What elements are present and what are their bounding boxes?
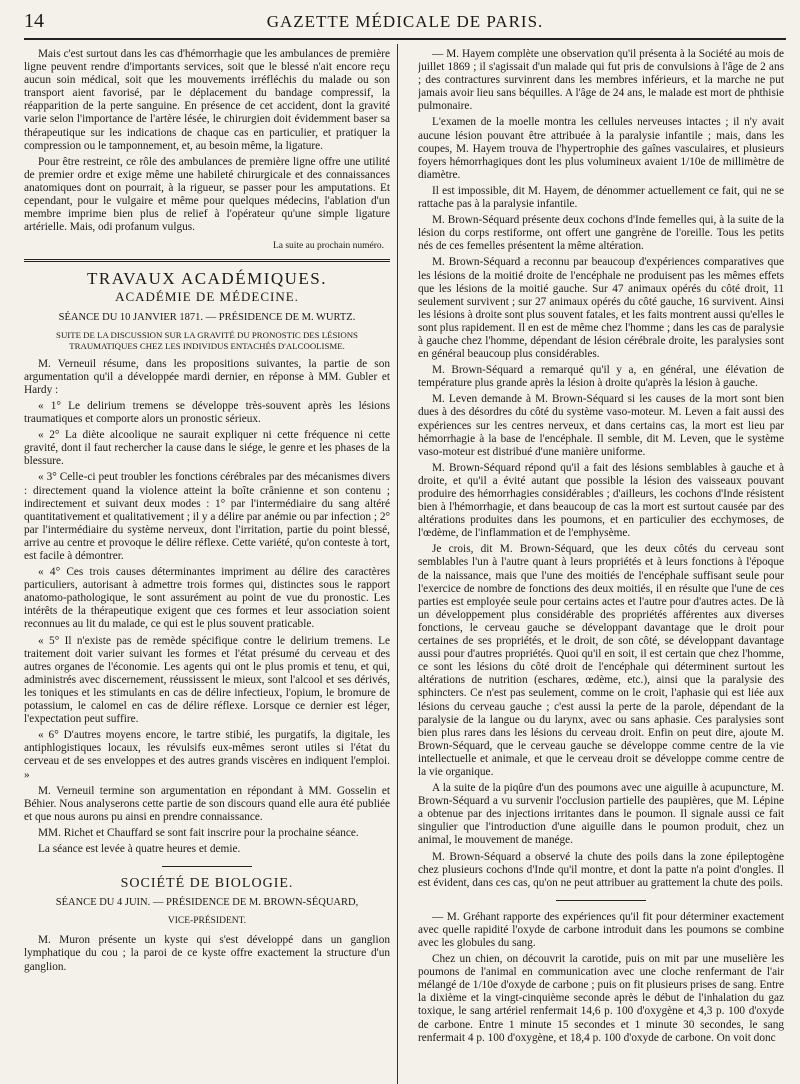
- session-heading: SÉANCE DU 10 JANVIER 1871. — PRÉSIDENCE DE M. WURTZ.: [58, 311, 356, 323]
- paragraph: Il est impossible, dit M. Hayem, de dénommer actuellement ce fait, qui ne se rattache pas à la paralysie infantile.: [418, 184, 784, 211]
- paragraph: « 2° La diète alcoolique ne saurait expliquer ni cette fréquence ni cette gravité, dont il faut rechercher la cause dans le siége, le genre et les phases de la blessure.: [24, 429, 390, 468]
- divider: [162, 866, 252, 867]
- left-column: [24, 48, 390, 1045]
- continued-note: La suite au prochain numéro.: [272, 241, 384, 252]
- society-heading: SOCIÉTÉ DE BIOLOGIE.: [120, 876, 294, 892]
- page-header: [24, 10, 786, 40]
- paragraph: Je crois, dit M. Brown-Séquard, que les deux côtés du cerveau sont semblables l'un à l'autre quant à leurs propriétés et à leurs fonctions à l'époque de la naissance, mais que l'une des moitiés de l'encéphale suffisant seule pour l'exercice de nombre de fonctions des deux moitiés, il en résulte que l'une de ces parties est employée seule pour certains actes et l'autre pour d'autres actes. De là un développement plus considérable des propriétés afférentes aux diverses fonctions, le cerveau gauche se développant davantage que le droit pour certaines de ses propriétés, et le droit, de son côté, se développant davantage aussi pour d'autres propriétés. Quoi qu'il en soit, il est certain que chez l'homme, ce sont les lésions du côté droit de l'encéphale qui déterminent surtout les altérations de nutrition (eschares, œdème, etc.), ainsi que la paralysie des sphincters. Ce n'est pas seulement, comme on le croit, l'aphasie qui est liée aux lésions du cerveau gauche ; c'est aussi la perte de la parole, dépendant de la paralysie de la langue ou du larynx, avec ou sans aphasie. Ces paralysies sont bien plus rares dans les lésions du cerveau droit. Enfin on peut dire, ajoute M. Brown-Séquard, que le cerveau gauche se développe comme centre de la vie intellectuelle et animale, et que le cerveau droit se développe comme centre de la vie organique.: [418, 543, 784, 778]
- paragraph: — M. Hayem complète une observation qu'il présenta à la Société au mois de juillet 1869 ; il s'agissait d'un malade qui fut pris de convulsions à l'âge de 2 ans ; des contractures survinrent dans les membres inférieurs, et la marche ne put jamais avoir lieu sans béquilles. A l'âge de 24 ans, le malade est mort de phthisie pulmonaire.: [418, 48, 784, 113]
- page-number: 14: [24, 10, 44, 32]
- article-columns: [24, 48, 786, 1045]
- paragraph: M. Brown-Séquard a observé la chute des poils dans la zone épileptogène chez plusieurs cochons d'Inde qu'il montre, et dont la patte n'a point d'ongles. Il est évident, dans ces cas, qu'on ne peut attribuer au grattement la chute des poils.: [418, 850, 784, 889]
- paragraph: M. Brown-Séquard a remarqué qu'il y a, en général, une élévation de température plus grande après la lésion à droite qu'après la lésion à gauche.: [418, 364, 784, 390]
- journal-title: GAZETTE MÉDICALE DE PARIS.: [266, 12, 544, 31]
- paragraph: M. Brown-Séquard présente deux cochons d'Inde femelles qui, à la suite de la lésion du corps restiforme, ont offert une gangrène de l'oreille. Tous les petits nés de ces femelles présentent la même altération.: [418, 214, 784, 253]
- paragraph: — M. Gréhant rapporte des expériences qu'il fit pour déterminer exactement avec quelle rapidité l'oxyde de carbone introduit dans les poumons se combine avec les globules du sang.: [418, 910, 784, 949]
- session-heading-2: SÉANCE DU 4 JUIN. — PRÉSIDENCE DE M. BROWN-SÉQUARD,: [55, 897, 359, 909]
- paragraph: M. Leven demande à M. Brown-Séquard si les causes de la mort sont bien dues à des désordres du côté du système vaso-moteur. M. Leven a fait aussi des expériences sur les centres nerveux, et dans certains cas, la mort est lieu par hémorrhagie à la base de l'encéphale. Il semble, dit M. Leven, que le système vaso-moteur est distribué d'une manière uniforme.: [418, 393, 784, 458]
- paragraph: M. Verneuil résume, dans les propositions suivantes, la partie de son argumentation qu'il a développée mardi dernier, en réponse à MM. Gubler et Hardy :: [24, 357, 390, 396]
- paragraph: Chez un chien, on découvrit la carotide, puis on mit par une muselière les poumons de l'animal en communication avec une cloche renfermant de l'air mélangé de 1/10e d'oxyde de carbone ; puis on fit plusieurs prises de sang. Entre la dixième et la vingt-cinquième seconde après le début de l'inhalation du gaz toxique, le sang artériel renfermait 14,6 p. 100 d'oxygène et 4,3 p. 100 d'oxyde de carbone. Entre 1 minute 15 secondes et 1 minute 30 secondes, le sang renfermait 4 p. 100 d'oxygène, et 18,4 p. 100 d'oxyde de carbone. On voit donc: [418, 953, 784, 1044]
- academy-heading: ACADÉMIE DE MÉDECINE.: [115, 288, 299, 304]
- paragraph: L'examen de la moelle montra les cellules nerveuses intactes ; il n'y avait aucune lésion pouvant être attribuée à la paralysie infantile ; mais, dans les coupes, M. Hayem trouva de l'hypertrophie des gaînes vasculaires, et plusieurs foyers hémorrhagiques dont les plus volumineux avaient 1/10e de millimètre de diamètre.: [418, 116, 784, 181]
- paragraph: « 5° Il n'existe pas de remède spécifique contre le delirium tremens. Le traitement doit varier suivant les formes et l'état présumé du cerveau et des autres organes de l'économie. Les agents qui ont le plus promis et tenu, et qui, administrés avec discernement, réussissent le mieux, sont l'alcool et ses dérivés, les toniques et les stimulants en cas de délire infectieux, l'opium, le bromure de potassium, le calomel en cas de délire réflexe. Lorsque ce dernier est léger, l'expectation peut suffire.: [24, 634, 390, 726]
- paragraph: M. Brown-Séquard a reconnu par beaucoup d'expériences comparatives que les lésions de la moitié droite de l'encéphale ne produisent pas les mêmes effets que les lésions de la moitié gauche. Sur 47 animaux opérés du côté droit, 11 seulement survivent ; sur 27 animaux opérés du côté gauche, 16 survivent. Ainsi les lésions à droite sont plus souvent fatales, et les faits montrent aussi qu'elles le sont plus rapidement. Il en est de même chez l'homme ; dans les cas de paralysie à gauche chez l'homme, dépendant de lésion cérébrale droite, les paralysies sont en général beaucoup plus considérables.: [418, 256, 784, 361]
- paragraph: MM. Richet et Chauffard se sont fait inscrire pour la prochaine séance.: [38, 826, 359, 839]
- paragraph: A la suite de la piqûre d'un des poumons avec une aiguille à acupuncture, M. Brown-Séquard a vu survenir l'occlusion partielle des paupières, que M. Lépine a obtenue par des injections irritantes dans le poumon. Il signale aussi ce fait singulier que l'introduction d'une aiguille dans le poumon produit, chez un animal, le mouvement de manége.: [418, 782, 784, 847]
- paragraph: M. Verneuil termine son argumentation en répondant à MM. Gosselin et Béhier. Nous analyserons cette partie de son discours quand elle aura été publiée et que nous aurons pu ainsi en prendre connaissance.: [24, 784, 390, 823]
- divider: [556, 900, 646, 901]
- right-column: [418, 48, 784, 1045]
- discussion-subtitle: SUITE DE LA DISCUSSION SUR LA GRAVITÉ DU PRONOSTIC DES LÉSIONS TRAUMATIQUES CHEZ LES INDIVIDUS ENTACHÉS D'ALCOOLISME.: [56, 329, 358, 351]
- paragraph: « 4° Ces trois causes déterminantes impriment au délire des caractères particuliers, autorisant à admettre trois formes qui, distinctes sous le rapport anatomo-pathologique, le sont assurément au point de vue du pronostic. Les intérêts de la thérapeutique exigent que ces formes et leur association soient reconnues au lit du malade, ce qui est le plus souvent praticable.: [24, 566, 390, 631]
- paragraph: M. Muron présente un kyste qui s'est développé dans un ganglion lymphatique du cou ; la paroi de ce kyste offre exactement la structure d'un ganglion.: [24, 934, 390, 973]
- section-title: TRAVAUX ACADÉMIQUES.: [86, 269, 327, 289]
- paragraph: Pour être restreint, ce rôle des ambulances de première ligne offre une utilité de premier ordre et exige même une habileté chirurgicale et des connaissances anatomiques dont on pourrait, à la rigueur, se passer pour les amputations. Et cependant, pour le vulgaire et même pour quelques médecins, l'ablation d'un membre imprime bien plus de relief à l'opérateur qu'une simple ligature artérielle. Mais, odi profanum vulgus.: [24, 155, 390, 234]
- section-divider: [24, 259, 390, 262]
- paragraph: « 3° Celle-ci peut troubler les fonctions cérébrales par des mécanismes divers : directement quand la violence atteint la boîte crânienne et son contenu ; indirectement et suivant deux modes : 1° par l'intermédiaire du sang altéré quantitativement et qualitativement ; il y a délire par anémie ou par infection ; 2° par l'intermédiaire du système nerveux, dont l'irritation, partie du point blessé, arrive au centre et provoque le délire réflexe. Cette variété, qu'on conteste à tort, est facile à démontrer.: [24, 471, 390, 562]
- paragraph: Mais c'est surtout dans les cas d'hémorrhagie que les ambulances de première ligne peuvent rendre d'importants services, soit que le blessé n'ait encore reçu aucun soin médical, soit que les mouvements irréfléchis du malade ou son transport aient favorisé, par le déplacement du bandage compressif, la réapparition de la perte sanguine. En présence de cet accident, dont la gravité varie selon l'importance de l'artère lésée, le chirurgien doit évidemment baser sa thérapeutique sur les indications de chaque cas en particulier, et pratiquer la compression ou le tamponnement, et, au besoin même, la ligature.: [24, 48, 390, 152]
- paragraph: La séance est levée à quatre heures et demie.: [38, 842, 241, 855]
- paragraph: M. Brown-Séquard répond qu'il a fait des lésions semblables à gauche et à droite, et qu'il a évité autant que possible la lésion des vaisseaux pouvant produire des hémorrhagies considérables ; d'ailleurs, les cochons d'Inde résistent bien à l'hémorrhagie, et dans beaucoup de cas la mort est surtout causée par des altérations produites dans les poumons, et en particulier des ecchymoses, de l'œdème, de l'inflammation et de l'emphysème.: [418, 461, 784, 540]
- paragraph: « 6° D'autres moyens encore, le tartre stibié, les purgatifs, la digitale, les antiphlogistiques locaux, les révulsifs eux-mêmes seront utiles si l'état du cerveau et de ses enveloppes et des autres grands viscères en indiquent l'emploi. »: [24, 729, 390, 781]
- paragraph: « 1° Le delirium tremens se développe très-souvent après les lésions traumatiques et comporte alors un pronostic sérieux.: [24, 399, 390, 426]
- column-divider: [397, 44, 398, 1084]
- vice-president-label: VICE-PRÉSIDENT.: [167, 916, 247, 927]
